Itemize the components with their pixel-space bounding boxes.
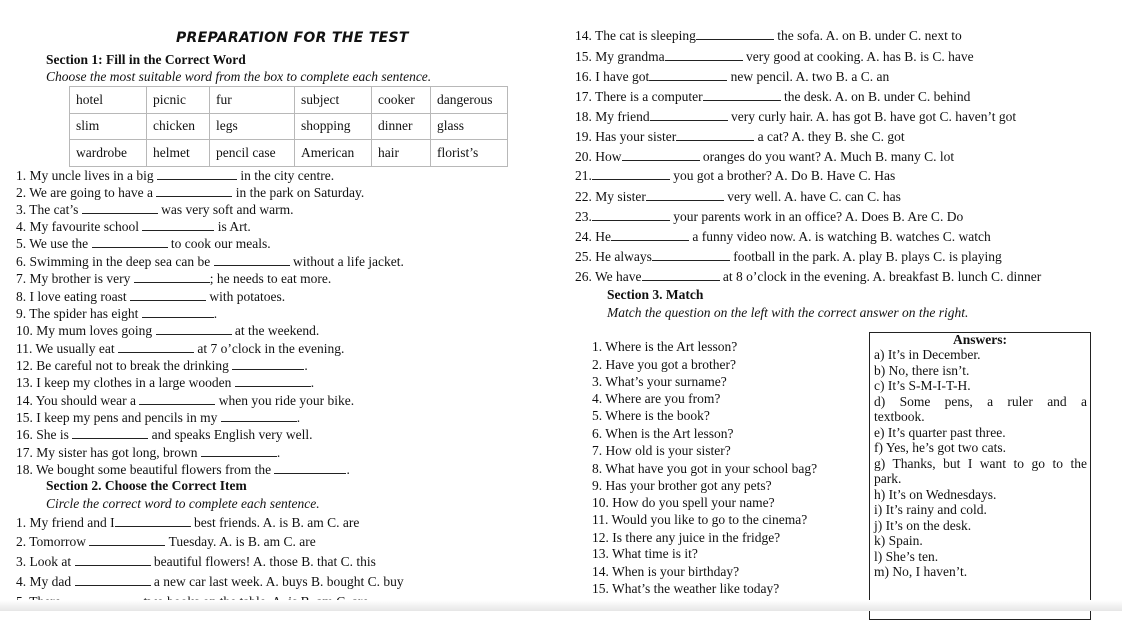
word-box-cell: chicken [147, 113, 210, 140]
answer-option: i) It’s rainy and cold. [874, 502, 987, 517]
choice-item: 24. He a funny video now. A. is watching B. watches C. watch [575, 229, 991, 244]
answer-blank[interactable] [156, 184, 232, 197]
answer-blank[interactable] [134, 270, 210, 283]
answer-blank[interactable] [665, 48, 743, 61]
answer-blank[interactable] [642, 268, 720, 281]
answer-blank[interactable] [75, 573, 151, 586]
match-question: 7. How old is your sister? [592, 443, 731, 458]
word-box-cell: cooker [372, 87, 431, 114]
answer-blank[interactable] [142, 305, 214, 318]
word-box-cell: glass [431, 113, 508, 140]
word-box-cell: helmet [147, 140, 210, 167]
page-bottom-edge [0, 600, 1122, 611]
answer-blank[interactable] [221, 409, 297, 422]
word-box-cell: hair [372, 140, 431, 167]
answer-option: m) No, I haven’t. [874, 564, 968, 579]
fill-sentence: 5. We use the to cook our meals. [16, 236, 271, 251]
fill-sentence: 11. We usually eat at 7 o’clock in the evening. [16, 341, 345, 356]
answer-option: d) Some pens, a ruler and a [874, 393, 1087, 409]
match-question: 15. What’s the weather like today? [592, 581, 780, 596]
fill-sentence: 7. My brother is very ; he needs to eat more. [16, 271, 332, 286]
word-box-cell: florist’s [431, 140, 508, 167]
answer-blank[interactable] [156, 322, 232, 335]
answer-blank[interactable] [650, 108, 728, 121]
choice-item: 22. My sister very well. A. have C. can C. has [575, 189, 901, 204]
word-box-cell: wardrobe [70, 140, 147, 167]
answer-blank[interactable] [72, 426, 148, 439]
fill-sentence: 17. My sister has got long, brown . [16, 445, 281, 460]
answer-option: c) It’s S-M-I-T-H. [874, 378, 971, 393]
answer-blank[interactable] [652, 248, 730, 261]
answer-option: j) It’s on the desk. [874, 517, 972, 533]
answer-blank[interactable] [622, 148, 700, 161]
answer-blank[interactable] [696, 27, 774, 40]
choice-item: 15. My grandma very good at cooking. A. has B. is C. have [575, 49, 974, 64]
page-title: PREPARATION FOR THE TEST [176, 30, 409, 46]
answer-blank[interactable] [142, 218, 214, 231]
word-box-cell: picnic [147, 87, 210, 114]
word-box-row [70, 113, 508, 140]
match-question: 8. What have you got in your school bag? [592, 461, 818, 476]
answer-blank[interactable] [232, 357, 304, 370]
choice-item: 4. My dad a new car last week. A. buys B. bought C. buy [16, 574, 404, 589]
section2-instruction: Circle the correct word to complete each sentence. [46, 496, 320, 511]
match-question: 9. Has your brother got any pets? [592, 478, 772, 493]
answer-blank[interactable] [649, 68, 727, 81]
fill-sentence: 16. She is and speaks English very well. [16, 427, 313, 442]
word-box-cell: shopping [295, 113, 372, 140]
word-box-row [70, 140, 508, 167]
match-question: 6. When is the Art lesson? [592, 426, 734, 441]
answer-blank[interactable] [214, 253, 290, 266]
answer-blank[interactable] [157, 167, 237, 180]
word-box-cell: hotel [70, 87, 147, 114]
answers-heading: Answers: [953, 332, 1007, 347]
match-question: 3. What’s your surname? [592, 374, 727, 389]
answer-blank[interactable] [75, 553, 151, 566]
match-question: 4. Where are you from? [592, 391, 721, 406]
fill-sentence: 4. My favourite school is Art. [16, 219, 251, 234]
match-question: 13. What time is it? [592, 546, 698, 561]
fill-sentence: 9. The spider has eight . [16, 306, 218, 321]
answer-blank[interactable] [139, 392, 215, 405]
answer-blank[interactable] [592, 208, 670, 221]
fill-sentence: 12. Be careful not to break the drinking . [16, 358, 308, 373]
answer-blank[interactable] [646, 188, 724, 201]
word-box-cell: dangerous [431, 87, 508, 114]
fill-sentence: 18. We bought some beautiful flowers from the . [16, 462, 350, 477]
match-question: 14. When is your birthday? [592, 564, 740, 579]
choice-item: 23. your parents work in an office? A. Does B. Are C. Do [575, 209, 964, 224]
answer-blank[interactable] [274, 461, 346, 474]
answer-option: f) Yes, he’s got two cats. [874, 440, 1006, 455]
answer-option: a) It’s in December. [874, 347, 981, 362]
match-question: 11. Would you like to go to the cinema? [592, 512, 808, 527]
fill-sentence: 10. My mum loves going at the weekend. [16, 323, 320, 338]
word-box-cell: legs [210, 113, 295, 140]
answer-option-continued: textbook. [874, 409, 925, 424]
fill-sentence: 6. Swimming in the deep sea can be without a life jacket. [16, 254, 404, 269]
answer-blank[interactable] [611, 228, 689, 241]
answer-blank[interactable] [92, 235, 168, 248]
choice-item: 26. We have at 8 o’clock in the evening. A. breakfast B. lunch C. dinner [575, 269, 1042, 284]
choice-item: 25. He always football in the park. A. play B. plays C. is playing [575, 249, 1002, 264]
answer-blank[interactable] [235, 374, 311, 387]
answer-option: b) No, there isn’t. [874, 362, 970, 378]
choice-item: 19. Has your sister a cat? A. they B. she C. got [575, 129, 905, 144]
answer-option: e) It’s quarter past three. [874, 424, 1006, 440]
left-column [0, 0, 540, 611]
choice-item: 20. How oranges do you want? A. Much B. many C. lot [575, 149, 955, 164]
choice-item: 2. Tomorrow Tuesday. A. is B. am C. are [16, 534, 316, 549]
choice-item: 18. My friend very curly hair. A. has got B. have got C. haven’t got [575, 109, 1017, 124]
word-box-cell: dinner [372, 113, 431, 140]
answer-option: l) She’s ten. [874, 548, 939, 564]
word-box-cell: slim [70, 113, 147, 140]
word-box-cell: pencil case [210, 140, 295, 167]
choice-item: 1. My friend and I best friends. A. is B. am C. are [16, 515, 360, 530]
choice-item: 17. There is a computer the desk. A. on B. under C. behind [575, 89, 971, 104]
answer-option-continued: park. [874, 471, 902, 486]
answer-option: g) Thanks, but I want to go to the [874, 455, 1087, 471]
fill-sentence: 15. I keep my pens and pencils in my . [16, 410, 301, 425]
word-box-cell: American [295, 140, 372, 167]
fill-sentence: 13. I keep my clothes in a large wooden . [16, 375, 315, 390]
word-box-table [69, 86, 508, 167]
match-question: 12. Is there any juice in the fridge? [592, 530, 781, 545]
section3-instruction: Match the question on the left with the correct answer on the right. [607, 305, 969, 320]
section1-heading: Section 1: Fill in the Correct Word [46, 52, 246, 67]
match-question: 2. Have you got a brother? [592, 357, 736, 372]
answer-blank[interactable] [592, 167, 670, 180]
answers-box [869, 332, 1091, 620]
word-box-cell: fur [210, 87, 295, 114]
match-question: 10. How do you spell your name? [592, 495, 775, 510]
choice-item: 3. Look at beautiful flowers! A. those B. that C. this [16, 554, 376, 569]
match-question: 1. Where is the Art lesson? [592, 339, 738, 354]
answer-option: h) It’s on Wednesdays. [874, 486, 997, 502]
fill-sentence: 2. We are going to have a in the park on Saturday. [16, 185, 365, 200]
choice-item: 14. The cat is sleeping the sofa. A. on B. under C. next to [575, 28, 962, 43]
choice-item: 16. I have got new pencil. A. two B. a C. an [575, 69, 890, 84]
answer-blank[interactable] [201, 444, 277, 457]
answer-blank[interactable] [115, 514, 191, 527]
section1-instruction: Choose the most suitable word from the box to complete each sentence. [46, 69, 432, 84]
answer-blank[interactable] [703, 88, 781, 101]
answer-blank[interactable] [82, 201, 158, 214]
fill-sentence: 1. My uncle lives in a big in the city centre. [16, 168, 335, 183]
answer-blank[interactable] [130, 288, 206, 301]
choice-item: 21. you got a brother? A. Do B. Have C. Has [575, 168, 896, 183]
word-box-row [70, 87, 508, 114]
fill-sentence: 14. You should wear a when you ride your bike. [16, 393, 355, 408]
match-question: 5. Where is the book? [592, 408, 710, 423]
fill-sentence: 3. The cat’s was very soft and warm. [16, 202, 294, 217]
word-box-cell: subject [295, 87, 372, 114]
fill-sentence: 8. I love eating roast with potatoes. [16, 289, 286, 304]
answer-blank[interactable] [118, 340, 194, 353]
answer-blank[interactable] [89, 533, 165, 546]
section3-heading: Section 3. Match [607, 287, 704, 302]
answer-option: k) Spain. [874, 533, 923, 548]
answer-blank[interactable] [676, 128, 754, 141]
section2-heading: Section 2. Choose the Correct Item [46, 478, 247, 493]
